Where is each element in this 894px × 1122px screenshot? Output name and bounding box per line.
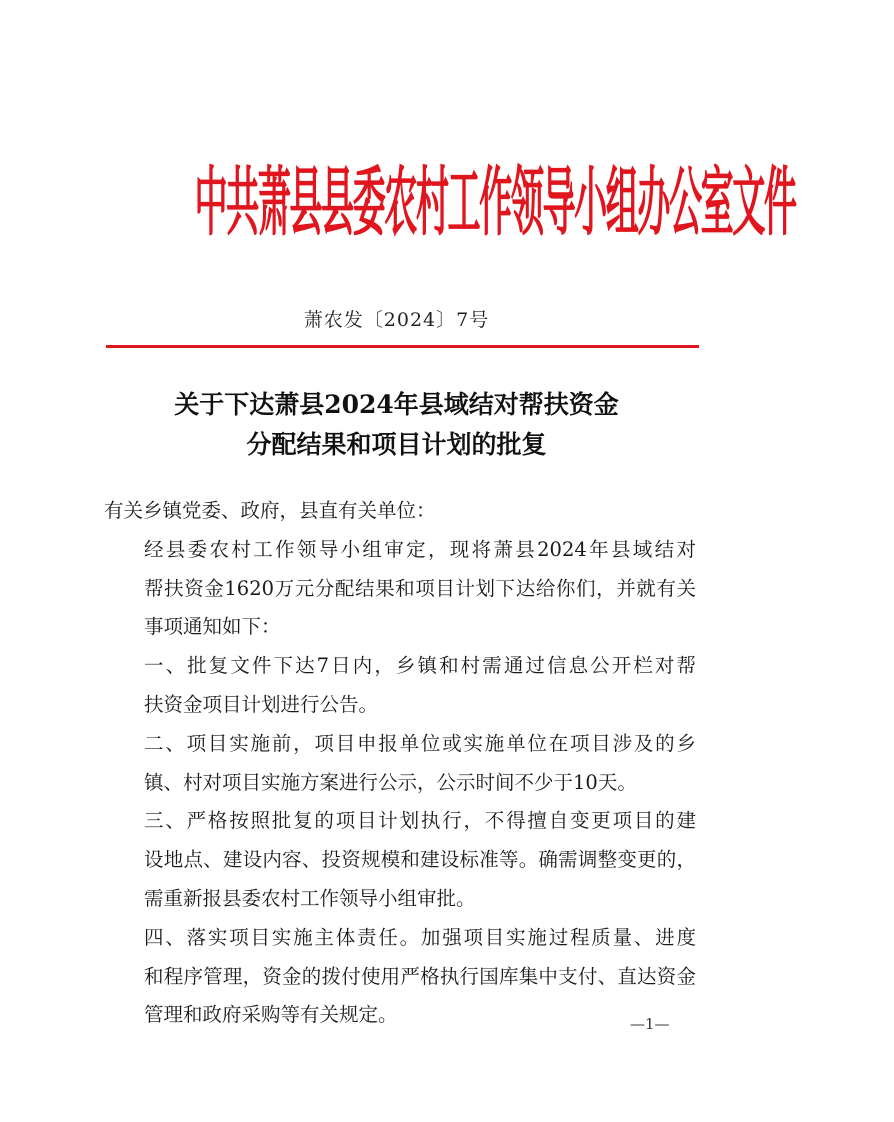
item-4-line: 四、落实项目实施主体责任。加强项目实施过程质量、进度 <box>144 925 696 949</box>
item-2-line: 二、项目实施前，项目申报单位或实施单位在项目涉及的乡 <box>144 731 696 755</box>
intro-line: 事项通知如下： <box>144 615 281 639</box>
item-3-paragraph <box>104 802 696 918</box>
salutation-text: 有关乡镇党委、政府，县直有关单位： <box>104 499 436 522</box>
intro-line: 经县委农村工作领导小组审定，现将萧县2024年县域结对 <box>144 537 696 561</box>
issuer-title: 中共萧县县委农村工作领导小组办公室文件 <box>194 159 796 247</box>
document-body <box>104 492 696 1035</box>
salutation <box>104 492 696 531</box>
title-line-2: 分配结果和项目计划的批复 <box>246 430 547 459</box>
issuer-header <box>96 152 796 256</box>
item-1-paragraph <box>104 647 696 725</box>
page-number: —1— <box>630 1015 670 1033</box>
item-3-line: 设地点、建设内容、投资规模和建设标准等。确需调整变更的， <box>144 848 696 872</box>
red-separator-line <box>106 345 699 348</box>
intro-paragraph <box>104 531 696 647</box>
title-line-1: 关于下达萧县2024年县域结对帮扶资金 <box>174 390 619 419</box>
item-1-line: 一、批复文件下达7日内，乡镇和村需通过信息公开栏对帮 <box>144 654 696 678</box>
document-title <box>0 385 793 465</box>
document-number: 萧农发〔2024〕7号 <box>303 309 490 331</box>
item-2-line: 镇、村对项目实施方案进行公示，公示时间不少于10天。 <box>144 770 637 794</box>
item-1-line: 扶资金项目计划进行公告。 <box>144 692 379 716</box>
item-4-line: 管理和政府采购等有关规定。 <box>144 1003 398 1027</box>
item-4-line: 和程序管理，资金的拨付使用严格执行国库集中支付、直达资金 <box>144 964 696 988</box>
intro-line: 帮扶资金1620万元分配结果和项目计划下达给你们，并就有关 <box>144 576 696 600</box>
item-3-line: 三、严格按照批复的项目计划执行，不得擅自变更项目的建 <box>144 809 696 833</box>
item-4-paragraph <box>104 919 696 1035</box>
item-3-line: 需重新报县委农村工作领导小组审批。 <box>144 886 476 910</box>
item-2-paragraph <box>104 725 696 803</box>
